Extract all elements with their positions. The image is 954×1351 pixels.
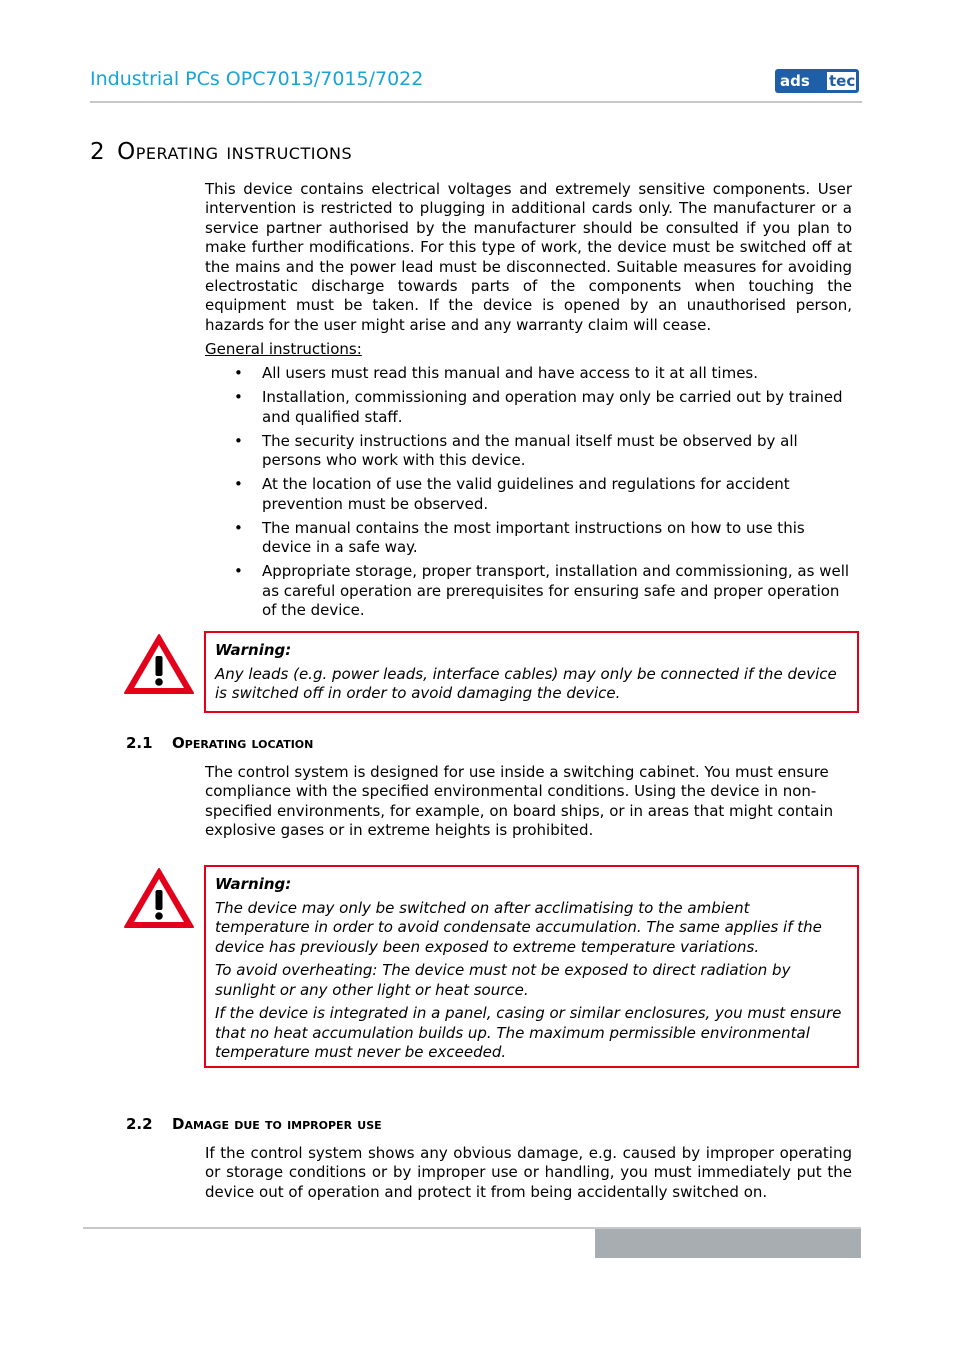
warning-box-leads	[204, 631, 859, 713]
warning-triangle-icon	[123, 632, 195, 696]
footer-bar	[595, 1229, 861, 1258]
subsection-heading-2-2	[126, 1115, 382, 1133]
subsection-number: 2.1	[126, 734, 153, 752]
list-item: • Appropriate storage, proper transport, installation and commissioning, as well as careful operation are prerequisites for ensuring safe and proper operation of the device.	[234, 562, 850, 620]
section-title: Operating instructions	[117, 139, 353, 165]
warning-text: To avoid overheating: The device must not be exposed to direct radiation by sunlight or any other light or heat source.	[215, 961, 791, 999]
subsection-number: 2.2	[126, 1115, 153, 1133]
list-item: • The manual contains the most important instructions on how to use this device in a safe way.	[234, 518, 805, 557]
section-number: 2	[90, 139, 106, 165]
list-item: • The security instructions and the manual itself must be observed by all persons who work with this device.	[234, 431, 798, 470]
bullet-icon: •	[234, 562, 243, 581]
warning-text: Any leads (e.g. power leads, interface cables) may only be connected if the device is switched off in order to avoid damaging the device.	[215, 664, 837, 702]
operating-location-paragraph: The control system is designed for use inside a switching cabinet. You must ensure compliance with the specified environmental conditions. Using the device in non-specified environments, for example, on board ships, or in areas that might contain explosive gases or in extreme heights is prohibited.	[205, 763, 834, 840]
warning-title: Warning:	[215, 641, 292, 659]
warning-box-environment	[204, 865, 859, 1068]
bullet-icon: •	[234, 388, 243, 407]
warning-text: The device may only be switched on after acclimatising to the ambient temperature in order to avoid condensate accumulation. The same applies if the device has previously been exposed to extreme temperature variations.	[215, 898, 822, 956]
header-divider	[90, 101, 862, 103]
general-instructions-list	[205, 364, 852, 626]
bullet-icon: •	[234, 475, 243, 494]
general-instructions-label: General instructions:	[205, 340, 362, 358]
intro-paragraph: This device contains electrical voltages and extremely sensitive components. User intervention is restricted to plugging in additional cards only. The manufacturer or a service partner authorised by the manufacturer should be consulted if you plan to make further modifications. For this type of work, the device must be switched off at the mains and the power lead must be disconnected. Suitable measures for avoiding electrostatic discharge towards parts of the components when touching the equipment must be taken. If the device is opened by an unauthorised person, hazards for the user might arise and any warranty claim will cease.	[205, 180, 852, 334]
subsection-title: Operating location	[172, 734, 314, 752]
subsection-title: Damage due to improper use	[172, 1115, 382, 1133]
bullet-icon: •	[234, 431, 243, 450]
section-heading	[90, 139, 352, 165]
list-item: • Installation, commissioning and operation may only be carried out by trained and qualified staff.	[234, 388, 843, 426]
list-item: • At the location of use the valid guidelines and regulations for accident prevention must be observed.	[234, 475, 790, 513]
warning-text: If the device is integrated in a panel, casing or similar enclosures, you must ensure that no heat accumulation builds up. The maximum permissible environmental temperature must never be exceeded.	[215, 1004, 842, 1061]
adstec-logo	[775, 69, 859, 93]
warning-triangle-icon	[123, 866, 195, 930]
damage-paragraph: If the control system shows any obvious damage, e.g. caused by improper operating or storage conditions or by improper use or handling, you must immediately put the device out of operation and protect it from being accidentally switched on.	[205, 1144, 852, 1201]
logo-text-ads: ads	[780, 72, 810, 90]
list-item: • All users must read this manual and have access to it at all times.	[234, 364, 759, 382]
warning-title: Warning:	[215, 875, 292, 893]
bullet-icon: •	[234, 364, 243, 382]
bullet-icon: •	[234, 518, 243, 537]
document-title: Industrial PCs OPC7013/7015/7022	[90, 68, 424, 90]
logo-text-tec: tec	[829, 72, 856, 90]
subsection-heading-2-1	[126, 734, 313, 752]
